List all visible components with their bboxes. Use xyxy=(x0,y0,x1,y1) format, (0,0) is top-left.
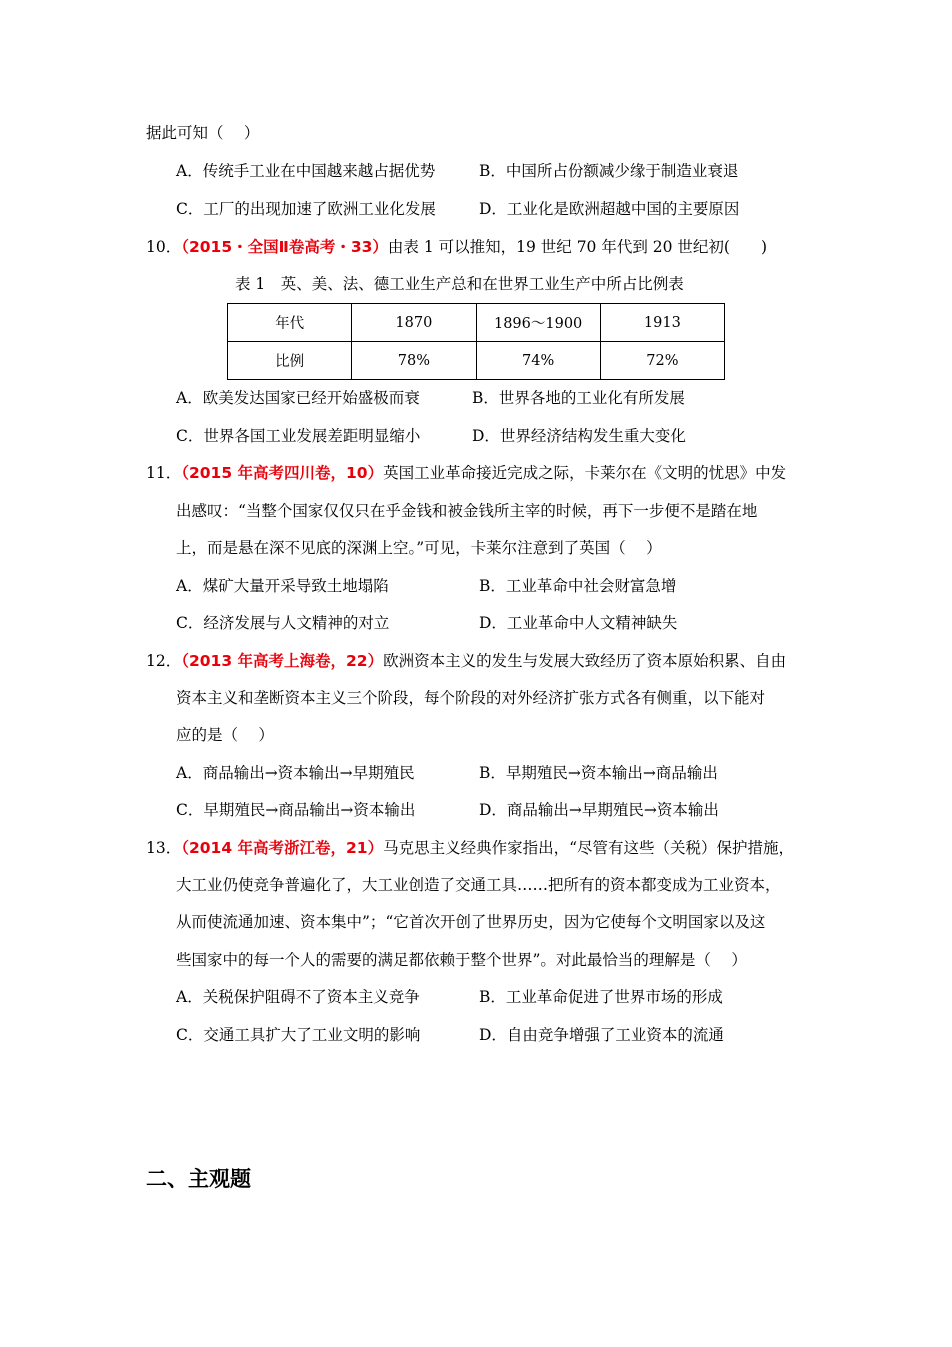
table-cell: 比例 xyxy=(228,342,352,380)
question-12 xyxy=(146,650,786,672)
option-b: B．工业革命促进了世界市场的形成 xyxy=(479,988,723,1006)
question-source: （2015 年高考四川卷，10） xyxy=(181,464,384,482)
question-stem-continuation: 据此可知（ ） xyxy=(146,124,260,142)
question-11 xyxy=(146,462,786,484)
question-10 xyxy=(146,236,767,258)
question-number: 13． xyxy=(146,839,182,857)
option-d: D．世界经济结构发生重大变化 xyxy=(472,427,686,445)
question-source: （2015・全国Ⅱ卷高考・33） xyxy=(181,238,388,256)
question-source: （2014 年高考浙江卷，21） xyxy=(181,839,384,857)
option-c: C．工厂的出现加速了欧洲工业化发展 xyxy=(176,200,436,218)
section-title: 二、主观题 xyxy=(146,1167,251,1191)
option-d: D．自由竞争增强了工业资本的流通 xyxy=(479,1026,724,1044)
option-c: C．经济发展与人文精神的对立 xyxy=(176,614,390,632)
question-stem-line: 大工业仍使竞争普遍化了，大工业创造了交通工具……把所有的资本都变成为工业资本， xyxy=(176,876,781,894)
question-stem-line: 欧洲资本主义的发生与发展大致经历了资本原始积累、自由 xyxy=(383,652,787,670)
question-number: 12． xyxy=(146,652,182,670)
question-stem-line: 资本主义和垄断资本主义三个阶段，每个阶段的对外经济扩张方式各有侧重，以下能对 xyxy=(176,689,766,707)
table-cell: 78% xyxy=(352,342,476,380)
question-stem-line: 从而使流通加速、资本集中”；“它首次开创了世界历史，因为它使每个文明国家以及这 xyxy=(176,913,766,931)
table-cell: 1870 xyxy=(352,304,476,342)
table-cell: 72% xyxy=(600,342,724,380)
option-c: C．世界各国工业发展差距明显缩小 xyxy=(176,427,421,445)
option-d: D．工业化是欧洲超越中国的主要原因 xyxy=(479,200,740,218)
question-stem-line: 马克思主义经典作家指出，“尽管有这些（关税）保护措施， xyxy=(383,839,795,857)
option-b: B．早期殖民→资本输出→商品输出 xyxy=(479,764,718,782)
option-a: A．煤矿大量开采导致土地塌陷 xyxy=(176,577,389,595)
table-cell: 74% xyxy=(476,342,600,380)
option-a: A．欧美发达国家已经开始盛极而衰 xyxy=(176,389,420,407)
table-cell: 1913 xyxy=(600,304,724,342)
option-a: A．传统手工业在中国越来越占据优势 xyxy=(176,162,436,180)
option-b: B．世界各地的工业化有所发展 xyxy=(472,389,685,407)
option-b: B．工业革命中社会财富急增 xyxy=(479,577,677,595)
table-cell: 年代 xyxy=(228,304,352,342)
question-stem-line: 上，而是悬在深不见底的深渊上空。”可见，卡莱尔注意到了英国（ ） xyxy=(176,539,662,557)
option-c: C．早期殖民→商品输出→资本输出 xyxy=(176,801,416,819)
question-stem-line: 出感叹：“当整个国家仅仅只在乎金钱和被金钱所主宰的时候，再下一步便不是踏在地 xyxy=(176,502,758,520)
option-d: D．商品输出→早期殖民→资本输出 xyxy=(479,801,719,819)
option-b: B．中国所占份额减少缘于制造业衰退 xyxy=(479,162,739,180)
option-a: A．商品输出→资本输出→早期殖民 xyxy=(176,764,415,782)
question-stem: 由表 1 可以推知，19 世纪 70 年代到 20 世纪初( ) xyxy=(387,238,768,256)
question-number: 10． xyxy=(146,238,182,256)
data-table xyxy=(227,303,725,380)
table-row xyxy=(228,304,725,342)
question-stem-line: 些国家中的每一个人的需要的满足都依赖于整个世界”。对此最恰当的理解是（ ） xyxy=(176,951,747,969)
question-stem-line: 英国工业革命接近完成之际，卡莱尔在《文明的忧思》中发 xyxy=(383,464,787,482)
question-source: （2013 年高考上海卷，22） xyxy=(181,652,384,670)
option-a: A．关税保护阻碍不了资本主义竞争 xyxy=(176,988,420,1006)
table-caption: 表 1 英、美、法、德工业生产总和在世界工业生产中所占比例表 xyxy=(235,275,684,293)
table-row xyxy=(228,342,725,380)
table-cell: 1896～1900 xyxy=(476,304,600,342)
option-c: C．交通工具扩大了工业文明的影响 xyxy=(176,1026,421,1044)
question-stem-line: 应的是（ ） xyxy=(176,726,274,744)
question-number: 11． xyxy=(146,464,182,482)
option-d: D．工业革命中人文精神缺失 xyxy=(479,614,678,632)
question-13 xyxy=(146,837,794,859)
